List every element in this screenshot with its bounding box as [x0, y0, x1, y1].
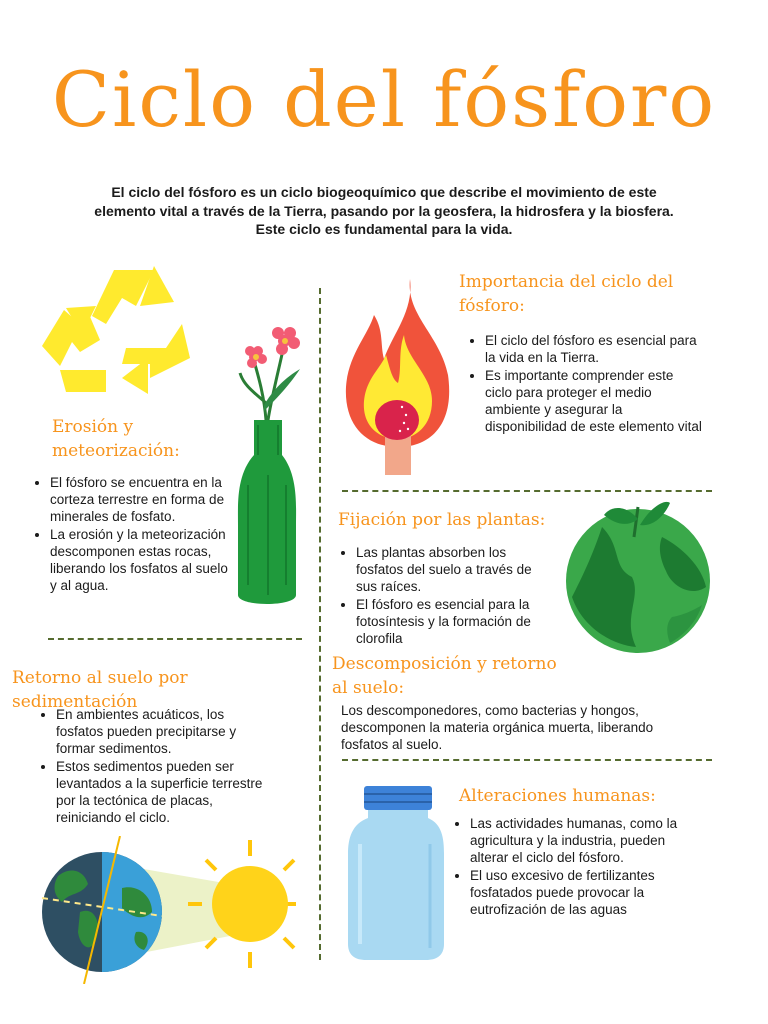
glass-jar-icon	[346, 784, 446, 960]
list-item: • Las actividades humanas, como la agricultura y la industria, pueden alterar el ciclo del fósforo.	[470, 815, 702, 866]
retorno-list	[38, 706, 272, 827]
heading-alteraciones: Alteraciones humanas:	[459, 786, 656, 806]
list-item: • La erosión y la meteorización descomponen estas rocas, liberando los fosfatos al suelo y al agua.	[50, 526, 228, 594]
list-item: • Las plantas absorben los fosfatos del suelo a través de sus raíces.	[356, 544, 536, 595]
heading-retorno: Retorno al suelo por sedimentación	[12, 668, 188, 712]
importancia-list	[467, 332, 703, 436]
vertical-divider	[319, 288, 321, 960]
list-item: • Estos sedimentos pueden ser levantados a la superficie terrestre por la tectónica de placas, reiniciando el ciclo.	[56, 758, 272, 826]
erosion-list	[32, 474, 228, 595]
divider-right-bottom	[342, 759, 712, 761]
fire-match-icon	[340, 275, 455, 475]
list-item: • El fósforo es esencial para la fotosíntesis y la formación de clorofila	[356, 596, 536, 647]
recycle-icon	[36, 262, 192, 402]
list-item: • Es importante comprender este ciclo para proteger el medio ambiente y asegurar la disponibilidad de este elemento vital	[485, 367, 703, 435]
divider-right-top	[342, 490, 712, 492]
flower-vase-icon	[228, 325, 306, 610]
heading-erosion: Erosión y meteorización:	[52, 417, 180, 461]
list-item: • El ciclo del fósforo es esencial para la vida en la Tierra.	[485, 332, 703, 366]
list-item: • En ambientes acuáticos, los fosfatos pueden precipitarse y formar sedimentos.	[56, 706, 272, 757]
list-item: • El fósforo se encuentra en la corteza terrestre en forma de minerales de fosfato.	[50, 474, 228, 525]
alteraciones-list	[452, 815, 702, 919]
descomposicion-text: Los descomponedores, como bacterias y hongos, descomponen la materia orgánica muerta, liberando fosfatos al suelo.	[341, 703, 654, 752]
earth-sun-icon	[40, 836, 296, 984]
heading-importancia: Importancia del ciclo del fósforo:	[459, 272, 674, 316]
intro-paragraph: El ciclo del fósforo es un ciclo biogeoquímico que describe el movimiento de este elemento vital a través de la Tierra, pasando por la geosfera, la hidrosfera y la biosfera. Este ciclo es fundamental para la vida.	[94, 184, 674, 237]
heading-fijacion: Fijación por las plantas:	[338, 510, 546, 530]
divider-left-middle	[48, 638, 302, 640]
page-title: Ciclo del fósforo	[51, 55, 717, 144]
list-item: • El uso excesivo de fertilizantes fosfatados puede provocar la eutrofización de las aguas	[470, 867, 702, 918]
heading-descomposicion: Descomposición y retorno al suelo:	[332, 654, 557, 698]
earth-sprout-icon	[562, 497, 714, 655]
fijacion-list	[338, 544, 536, 648]
